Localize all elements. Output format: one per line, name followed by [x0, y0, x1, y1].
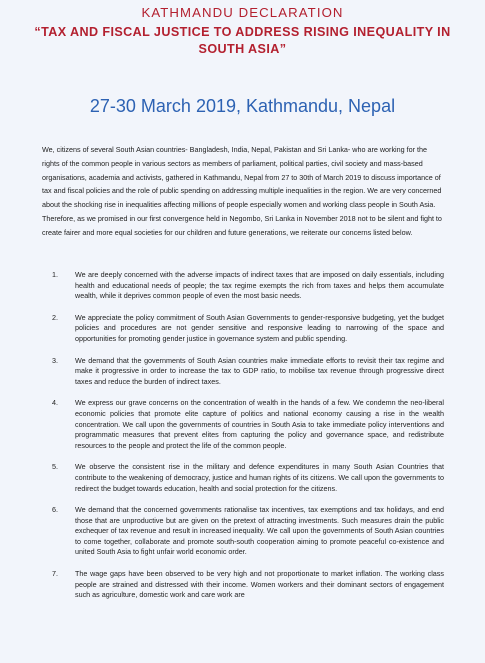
declaration-name: KATHMANDU DECLARATION	[141, 5, 344, 20]
list-item	[52, 398, 444, 451]
list-item-text: We express our grave concerns on the concentration of wealth in the hands of a few. We condemn the neo-liberal economic policies that promote elite capture of politics and national economy causing a rise in the wealth concentration. We call upon the governments of countries in South Asia to take immediate policy interventions and programmatic measures that prevent elites from capturing the policy and governance space, and redistribute resources to the people and protect the life of the common people.	[75, 398, 444, 450]
list-item	[52, 569, 444, 601]
event-date-location: 27-30 March 2019, Kathmandu, Nepal	[89, 96, 396, 116]
list-item-text: We appreciate the policy commitment of South Asian Governments to gender-responsive budgeting, yet the budget policies and procedures are not gender sensitive and responsive leading to narrowing of the space and opportunities for promoting gender justice in governance system and public spending.	[75, 312, 444, 343]
list-item-number: 2.	[52, 312, 58, 322]
list-item-number: 1.	[52, 270, 58, 279]
concerns-list	[52, 270, 444, 612]
list-item-number: 7.	[52, 569, 58, 579]
list-item	[52, 313, 444, 345]
list-item-text: The wage gaps have been observed to be very high and not proportionate to market inflation. The working class people are strained and distressed with their income. Women workers and their dominant sectors of engagement such as agriculture, domestic work and care work are	[75, 569, 444, 600]
list-item-text: We demand that the concerned governments rationalise tax incentives, tax exemptions and tax holidays, and end those that are unproductive but are given on the pretext of attracting investments. Such measures drain the public exchequer of tax revenue and result in increased inequality. We call upon the governments of South Asian countries to come together, collaborate and promote south-south cooperation aiming to promote peaceful co-existence and united South Asia to fight unfair world economic order.	[75, 505, 444, 557]
intro-paragraph	[42, 143, 445, 240]
list-item	[52, 462, 444, 494]
list-item-number: 4.	[52, 398, 58, 408]
intro-text: We, citizens of several South Asian countries- Bangladesh, India, Nepal, Pakistan and Sri Lanka- who are working for the rights of the common people in various sectors as members of parliament, political parties, civil society and mass-based organisations, academia and activists, gathered in Kathmandu, Nepal from 27 to 30th of March 2019 to discuss importance of tax and fiscal policies and the role of public spending on addressing multiple inequalities in the region. We are very concerned about the shocking rise in inequalities affecting millions of people especially women and working class people in South Asia. Therefore, as we promised in our first convergence held in Negombo, Sri Lanka in November 2018 not to be silent and fight to create fairer and more equal societies for our children and future generations, we reiterate our concerns listed below.	[42, 145, 442, 237]
list-item-text: We observe the consistent rise in the military and defence expenditures in many South Asian Countries that contribute to the weakening of democracy, justice and human rights of its citizens. We call upon the governments to redirect the budget towards education, health and social protection for the citizens.	[75, 462, 444, 493]
list-item-text: We demand that the governments of South Asian countries make immediate efforts to revisit their tax regime and make it progressive in order to increase the tax to GDP ratio, to mobilise tax revenue through progressive direct taxes and reduce the burden of indirect taxes.	[75, 355, 444, 386]
list-item-text: We are deeply concerned with the adverse impacts of indirect taxes that are imposed on daily essentials, including health and educational needs of people; the tax regime exempts the rich from taxes and helps them accumulate wealth, while it deprives common people of even the most basic needs.	[75, 270, 444, 301]
declaration-title: “TAX AND FISCAL JUSTICE TO ADDRESS RISING INEQUALITY IN SOUTH ASIA”	[34, 25, 451, 56]
list-item-number: 5.	[52, 462, 58, 472]
list-item	[52, 505, 444, 558]
list-item	[52, 356, 444, 388]
list-item	[52, 270, 444, 302]
list-item-number: 6.	[52, 505, 58, 515]
list-item-number: 3.	[52, 355, 58, 365]
